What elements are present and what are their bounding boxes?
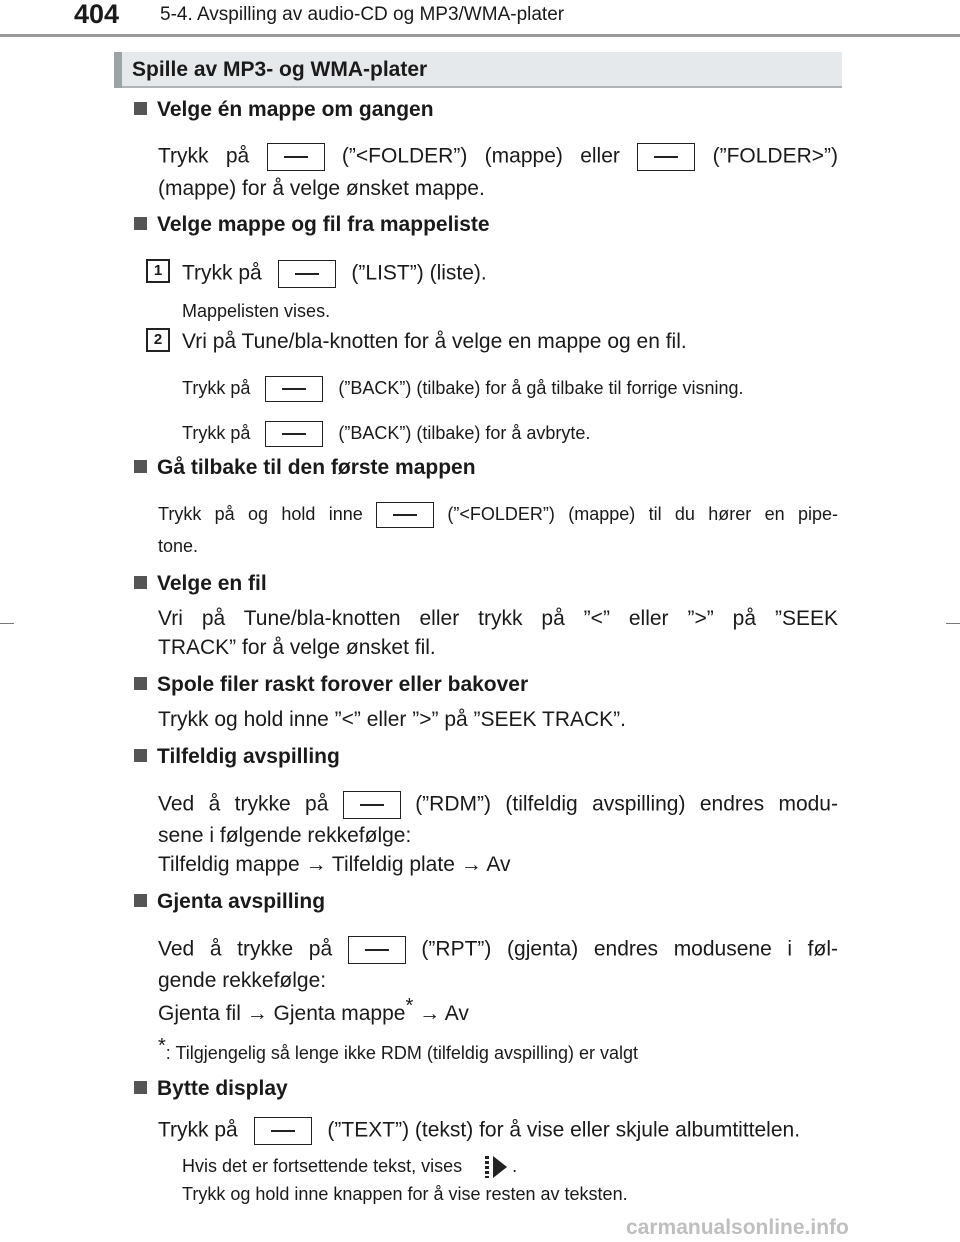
text-line: TRACK” for å velge ønsket fil. xyxy=(158,636,436,659)
subheading-first-folder: Gå tilbake til den første mappen xyxy=(134,456,476,480)
text-line: Tilfeldig mappe → Tilfeldig plate → Av xyxy=(158,853,511,876)
square-bullet-icon xyxy=(134,102,147,115)
text-line: Ved å trykke på (”RPT”) (gjenta) endres modusene i føl- xyxy=(158,936,838,964)
back-button-icon xyxy=(265,421,323,447)
subheading-select-file: Velge en fil xyxy=(134,572,267,596)
square-bullet-icon xyxy=(134,894,147,907)
section-band-accent xyxy=(114,52,122,88)
text-line: Ved å trykke på (”RDM”) (tilfeldig avspilling) endres modu- xyxy=(158,791,838,819)
step-1-note: Mappelisten vises. xyxy=(182,301,331,321)
back-button-icon xyxy=(265,376,323,402)
section-title-band xyxy=(114,52,842,88)
text-line: Vri på Tune/bla-knotten eller trykk på ”<” eller ”>” på ”SEEK xyxy=(158,607,838,630)
text-line: sene i følgende rekkefølge: xyxy=(158,824,412,847)
footnote: *: Tilgjengelig så lenge ikke RDM (tilfeldig avspilling) er valgt xyxy=(158,1035,639,1063)
square-bullet-icon xyxy=(134,677,147,690)
rpt-button-icon xyxy=(348,936,406,964)
note-continuing-text: Hvis det er fortsettende tekst, vises . xyxy=(182,1155,517,1178)
text-line: gende rekkefølge: xyxy=(158,969,327,992)
step-2-text: Vri på Tune/bla-knotten for å velge en mappe og en fil. xyxy=(182,330,687,353)
square-bullet-icon xyxy=(134,749,147,762)
text-line: Gjenta fil → Gjenta mappe* → Av xyxy=(158,995,469,1025)
crop-mark xyxy=(0,623,14,624)
subheading-display: Bytte display xyxy=(134,1077,288,1101)
text-line: Trykk på (”TEXT”) (tekst) for å vise eller skjule albumtittelen. xyxy=(158,1117,800,1145)
folder-prev-button-icon xyxy=(267,143,325,171)
subheading-folder-list: Velge mappe og fil fra mappeliste xyxy=(134,213,490,237)
folder-prev-button-icon xyxy=(376,502,434,528)
note-hold-button: Trykk og hold inne knappen for å vise resten av teksten. xyxy=(182,1184,628,1204)
text-line: (mappe) for å velge ønsket mappe. xyxy=(158,177,485,200)
text-line: Trykk og hold inne ”<” eller ”>” på ”SEEK TRACK”. xyxy=(158,708,626,731)
subheading-select-folder: Velge én mappe om gangen xyxy=(134,98,434,122)
text-line: Trykk på og hold inne (”<FOLDER”) (mappe) til du hører en pipe- xyxy=(158,502,838,528)
folder-next-button-icon xyxy=(637,143,695,171)
header-rule xyxy=(0,34,960,37)
square-bullet-icon xyxy=(134,1081,147,1094)
watermark: carmanualsonline.info xyxy=(626,1216,849,1239)
footnote-marker: * xyxy=(405,995,414,1017)
step-number-2: 2 xyxy=(146,328,170,352)
continuing-text-arrow-icon xyxy=(493,1156,507,1178)
subheading-random: Tilfeldig avspilling xyxy=(134,745,340,769)
text-line: Trykk på (”<FOLDER”) (mappe) eller (”FOLDER>”) xyxy=(158,143,838,171)
rdm-button-icon xyxy=(343,791,401,819)
crop-mark xyxy=(946,623,960,624)
square-bullet-icon xyxy=(134,460,147,473)
note-cancel: Trykk på (”BACK”) (tilbake) for å avbryte. xyxy=(182,421,590,447)
running-head: 5-4. Avspilling av audio-CD og MP3/WMA-plater xyxy=(160,4,565,25)
list-button-icon xyxy=(278,260,336,288)
step-number-1: 1 xyxy=(146,259,170,283)
text-line: tone. xyxy=(158,536,199,556)
section-title: Spille av MP3- og WMA-plater xyxy=(132,58,428,81)
step-1-text: Trykk på (”LIST”) (liste). xyxy=(182,260,487,288)
square-bullet-icon xyxy=(134,217,147,230)
subheading-repeat: Gjenta avspilling xyxy=(134,890,325,914)
text-button-icon xyxy=(254,1117,312,1145)
square-bullet-icon xyxy=(134,576,147,589)
page-number: 404 xyxy=(74,0,120,29)
note-back: Trykk på (”BACK”) (tilbake) for å gå tilbake til forrige visning. xyxy=(182,376,744,402)
subheading-fast-forward: Spole filer raskt forover eller bakover xyxy=(134,673,528,697)
